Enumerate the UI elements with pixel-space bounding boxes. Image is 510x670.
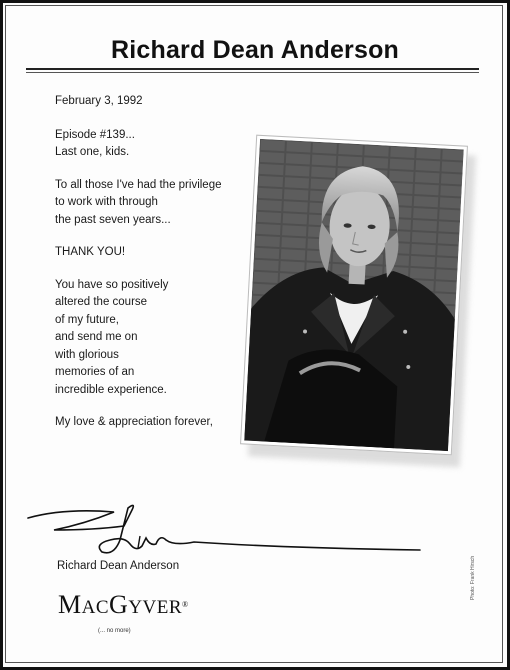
macgyver-logo: MACGYVER® [58, 590, 189, 619]
title-rule [26, 68, 479, 70]
letter-date: February 3, 1992 [55, 95, 143, 107]
letter-line: THANK YOU! [55, 246, 126, 258]
letter-line: with glorious [55, 348, 119, 361]
letter-line: to work with through [55, 196, 158, 208]
letter-line: altered the course [55, 296, 148, 308]
signature-scrawl [24, 500, 424, 562]
letter-line: of my future, [55, 313, 119, 326]
signer-name: Richard Dean Anderson [57, 560, 180, 572]
page-title: Richard Dean Anderson [110, 36, 400, 64]
letter-line: memories of an [55, 366, 135, 378]
letter-body [55, 93, 255, 432]
logo-tagline: (... no more) [98, 628, 131, 634]
letter-line: incredible experience. [55, 383, 167, 396]
letter-closing: My love & appreciation forever, [55, 416, 213, 428]
letter-line: Episode #139... [55, 128, 135, 141]
letter-line: To all those I've had the privilege [55, 178, 222, 191]
letter-line: and send me on [55, 331, 138, 343]
portrait-image [244, 139, 464, 451]
photo-credit: Photo: Frank Hirsch [470, 555, 476, 600]
letter-line: You have so positively [55, 278, 169, 291]
letter-line: Last one, kids. [55, 146, 130, 158]
title-rule-thin [26, 72, 479, 73]
portrait-photo [240, 135, 468, 456]
letter-line: the past seven years... [55, 213, 171, 226]
